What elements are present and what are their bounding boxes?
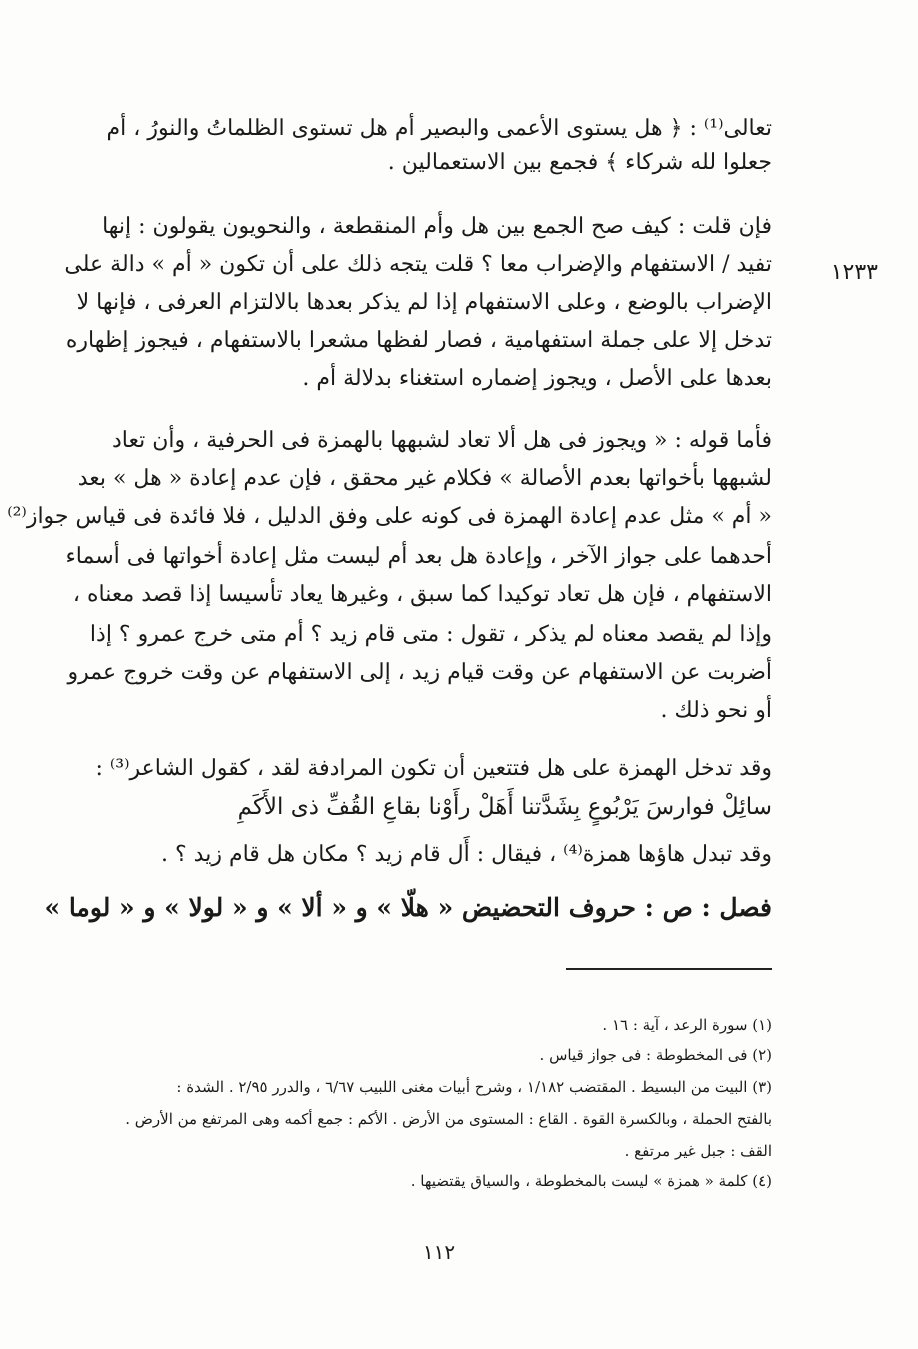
body-line: تفيد / الاستفهام والإضراب معا ؟ قلت يتجه ذلك على أن تكون « أم » دالة على [64,252,772,277]
footnote: (٢) فى المخطوطة : فى جواز قياس . [539,1046,772,1064]
poem-verse: سائِلْ فوارسَ يَرْبُوعٍ بِشَدَّتنا أَهَلْ رأَوْنا بقاعِ القُفِّ ذى الأَكَمِ [237,794,772,820]
footnote: (٤) كلمة « همزة » ليست بالمخطوطة ، والسياق يقتضيها . [410,1172,772,1190]
footnote: (١) سورة الرعد ، آية : ١٦ . [602,1016,772,1034]
body-line: تعالى⁽¹⁾ : ﴿ هل يستوى الأعمى والبصير أم هل تستوى الظلماتُ والنورُ ، أم [106,116,772,141]
footnote: القف : جبل غير مرتفع . [624,1142,772,1160]
body-line: وقد تبدل هاؤها همزة⁽⁴⁾ ، فيقال : أَل قام زيد ؟ مكان هل قام زيد ؟ . [161,842,772,867]
body-line: وقد تدخل الهمزة على هل فتتعين أن تكون المرادفة لقد ، كقول الشاعر⁽³⁾ : [95,756,772,781]
body-line: « أم » مثل عدم إعادة الهمزة فى كونه على وفق الدليل ، فلا فائدة فى قياس جواز⁽²⁾ [7,504,772,529]
body-line: فإن قلت : كيف صح الجمع بين هل وأم المنقطعة ، والنحويون يقولون : إنها [102,214,772,239]
body-line: أضربت عن الاستفهام عن وقت قيام زيد ، إلى الاستفهام عن وقت خروج عمرو [67,660,772,685]
footnote: بالفتح الحملة ، وبالكسرة القوة . القاع : المستوى من الأرض . الأكم : جمع أكمه وهى المرتفع من الأرض . [125,1110,772,1128]
body-line: فأما قوله : « ويجوز فى هل ألا تعاد لشبهها بالهمزة فى الحرفية ، وأن تعاد [112,428,772,453]
body-line: الإضراب بالوضع ، وعلى الاستفهام إذا لم يذكر بعدها بالالتزام العرفى ، فإنها لا [76,290,772,315]
section-heading: فصل : ص : حروف التحضيض « هلّا » و « ألا » و « لولا » و « لوما » [44,893,772,922]
margin-reference-number: ١٢٣٣ [830,260,878,285]
body-line: جعلوا لله شركاء ﴾ فجمع بين الاستعمالين . [387,150,772,175]
body-line: وإذا لم يقصد معناه لم يذكر ، تقول : متى قام زيد ؟ أم متى خرج عمرو ؟ إذا [89,622,772,647]
body-line: أحدهما على جواز الآخر ، وإعادة هل بعد أم ليست مثل إعادة أخواتها فى أسماء [65,544,772,569]
body-line: أو نحو ذلك . [660,698,772,723]
footnote: (٣) البيت من البسيط . المقتضب ١/١٨٢ ، وشرح أبيات مغنى اللبيب ٦/٦٧ ، والدرر ٢/٩٥ . الشدة : [176,1078,772,1096]
body-line: لشبهها بأخواتها بعدم الأصالة » فكلام غير محقق ، فإن عدم إعادة « هل » بعد [77,466,772,491]
body-line: الاستفهام ، فإن هل تعاد توكيدا كما سبق ، وغيرها يعاد تأسيسا إذا قصد معناه ، [72,582,772,607]
body-line: بعدها على الأصل ، ويجوز إضماره استغناء بدلالة أم . [302,366,772,391]
footnote-divider [566,968,772,970]
body-line: تدخل إلا على جملة استفهامية ، فصار لفظها مشعرا بالاستفهام ، فيجوز إظهاره [65,328,772,353]
page-number: ١١٢ [422,1240,456,1264]
